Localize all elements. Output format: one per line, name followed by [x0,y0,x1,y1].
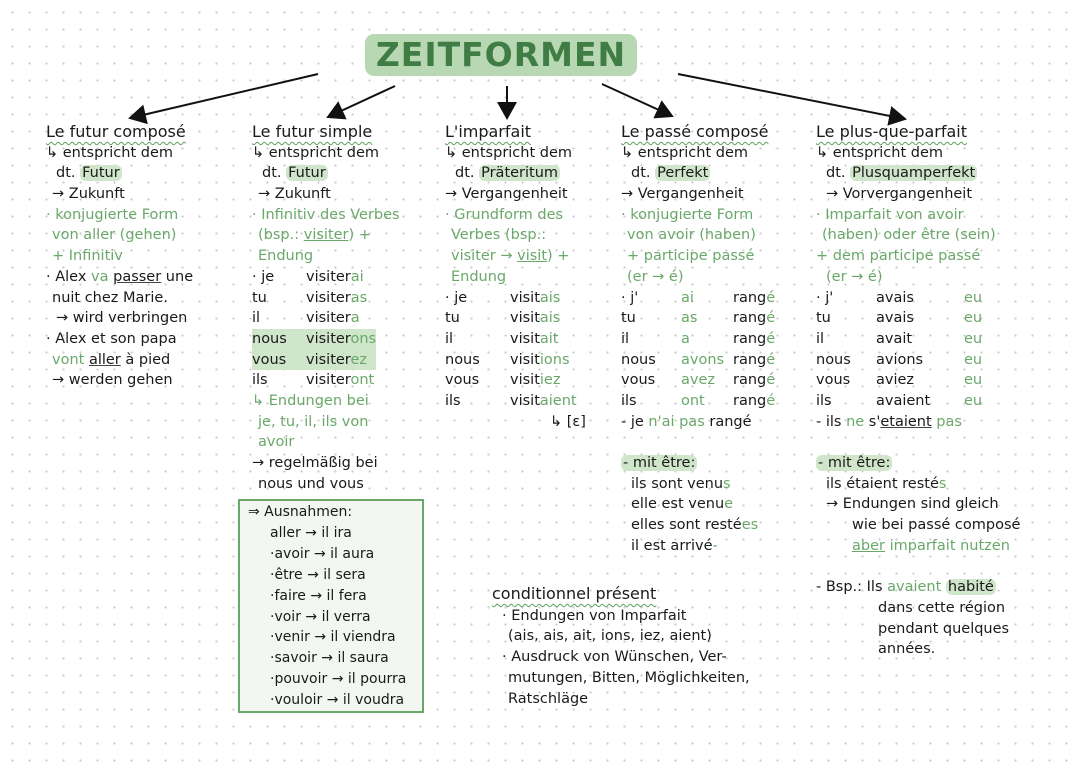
text-fragment: elle est venu [631,496,725,513]
text-line: (haben) oder être (sein) [822,227,996,244]
table-row [816,391,982,412]
arrow-to-futur-simple [328,86,395,117]
text-fragment: vont [52,351,85,368]
pronoun: il [816,330,825,347]
text-fragment: visiter → [451,248,518,265]
text-line: ↳ entspricht dem [46,144,174,161]
conjugation-table-futur-simple [252,267,376,391]
table-row [252,350,376,371]
highlight-term: Futur [288,165,326,182]
ending: ais [539,310,561,327]
heading-plus-que-parfait: Le plus-que-parfait [816,122,968,141]
stem: visit [510,330,540,347]
text-line: ↳ entspricht dem [445,144,573,161]
arrow-to-plus-que-parfait [678,74,905,119]
pronoun: · je [252,268,275,285]
pronoun: ils [252,372,268,389]
text-fragment: visit [517,248,548,265]
ending: a [350,310,360,327]
text-fragment: · Alex [46,268,92,285]
text-fragment: (bsp.: [258,227,304,244]
ending: eu [964,351,983,368]
exceptions-title: ⇒ Ausnahmen: [248,504,353,520]
column-passe-compose [621,122,775,557]
heading-futur-simple: Le futur simple [252,122,373,141]
text-fragment: il est arrivé [631,537,713,554]
table-row [621,329,775,350]
text-line: (ais, ais, ait, ions, iez, aient) [508,628,712,645]
pronoun: ils [621,393,637,410]
text-line: ↳ entspricht dem [252,144,380,161]
text-line: nous und vous [258,475,364,492]
list-item: ·être → il sera [270,566,366,583]
text-line: pendant quelques [878,620,1010,637]
text-fragment: ils sont venu [631,475,724,492]
highlight-term: Präteritum [481,165,559,182]
ending: s [723,475,731,492]
highlight-term: Perfekt [657,165,709,182]
section-conditionnel-present [492,584,750,709]
text-line: wie bei passé composé [852,517,1021,534]
text-fragment: ne [846,413,865,430]
text-line: · Grundform des [445,206,564,223]
auxiliary: avais [876,289,914,306]
ending: é [766,393,776,410]
pronoun: tu [816,310,831,327]
text-fragment: - je [621,413,649,430]
pronoun: tu [621,310,636,327]
text-fragment: va [91,268,109,285]
text-line: → werden gehen [52,372,173,389]
ending: ez [350,351,367,368]
table-row [252,370,376,391]
pronoun: tu [445,310,460,327]
text-line: · konjugierte Form [46,206,179,223]
pronoun: il [445,330,454,347]
ending: ont [350,372,375,389]
pronoun: il [252,310,261,327]
text-line: mutungen, Bitten, Möglichkeiten, [508,669,750,686]
text-line: · Imparfait von avoir [816,206,964,223]
text-line: von aller (gehen) [52,227,177,244]
text-line: Endung [451,268,507,285]
text-line: · Alex et son papa [46,330,177,347]
text-line: + Infinitiv [52,248,123,265]
text-line: ↳ entspricht dem [621,144,749,161]
stem: rang [733,393,767,410]
table-row [445,391,586,412]
highlight-term: - mit être: [623,455,696,472]
text-line: nuit chez Marie. [52,289,168,306]
pronoun: ils [445,393,461,410]
pronoun: nous [816,351,851,368]
pronoun: nous [445,351,480,368]
pronoun: il [621,330,630,347]
text-fragment: aber [852,537,885,554]
text-fragment: passer [113,268,162,285]
text-line: → Vergangenheit [621,186,744,203]
text-fragment: imparfait nutzen [884,537,1010,554]
stem: rang [733,310,767,327]
text-fragment: - ils [816,413,847,430]
table-row [252,308,376,329]
text-line: dans cette région [878,599,1006,616]
column-imparfait [445,122,586,432]
stem: visit [510,351,540,368]
text-line: · Infinitiv des Verbes [252,206,400,223]
table-row [445,350,586,371]
table-row [445,370,586,391]
ending: é [766,310,776,327]
stem: visiter [306,310,351,327]
ending: eu [964,372,983,389]
ending: ions [539,351,570,368]
table-row [816,370,982,391]
auxiliary: avaient [876,393,931,410]
text-line: + dem participe passé [816,248,981,265]
text-line: → Vergangenheit [445,186,568,203]
conjugation-table-imparfait [445,288,586,433]
text-fragment: ils étaient resté [826,475,939,492]
heading-imparfait: L'imparfait [445,122,532,141]
auxiliary: avait [876,330,913,347]
stem: visiter [306,289,351,306]
text-fragment: visiter [303,227,349,244]
pronoun: vous [816,372,851,389]
stem: rang [733,330,767,347]
stem: visiter [306,330,351,347]
text-fragment: rangé [704,413,752,430]
table-row [445,329,586,350]
auxiliary: ont [681,393,705,410]
column-futur-simple [252,122,400,494]
table-row [252,288,376,309]
list-item: ·vouloir → il voudra [270,692,405,709]
stem: rang [733,372,767,389]
stem: rang [733,351,767,368]
stem: visit [510,310,540,327]
pronoun: nous [252,330,287,347]
text-fragment: dt. [262,165,287,182]
highlight-term: habité [947,579,994,596]
text-line: Ratschläge [508,690,589,707]
text-fragment: pas [931,413,962,430]
text-line: je, tu, il, ils von [258,413,369,430]
page-title: ZEITFORMEN [365,34,637,76]
list-item: ·venir → il viendra [270,629,396,646]
highlight-term: - mit être: [818,455,891,472]
stem: visiter [306,372,351,389]
table-row [445,412,586,433]
text-line: → Endungen sind gleich [826,496,999,513]
text-line: ↳ Endungen bei [252,393,369,410]
ending: aient [539,393,577,410]
text-line: → wird verbringen [56,310,188,327]
text-fragment: s' [864,413,881,430]
text-line: → Zukunft [52,186,125,203]
text-fragment: avaient [887,579,942,596]
text-line: avoir [258,434,295,451]
text-line: → regelmäßig bei [252,455,378,472]
column-plus-que-parfait [816,122,1020,660]
list-item: ·faire → il fera [270,587,367,604]
auxiliary: aviez [876,372,915,389]
pronoun: vous [445,372,480,389]
text-fragment: dt. [455,165,480,182]
text-fragment: dt. [631,165,656,182]
text-line: · Endungen von Imparfait [502,607,687,624]
auxiliary: avions [876,351,924,368]
ending: é [766,289,776,306]
ending: ons [350,330,377,347]
exceptions-box [238,499,424,713]
text-fragment: - Bsp.: [816,579,867,596]
text-fragment: dt. [826,165,851,182]
text-fragment: aller [88,351,121,368]
auxiliary: a [681,330,690,347]
sound-note: ↳ [ɛ] [550,413,586,430]
table-row [621,370,775,391]
text-fragment: Ils [866,579,888,596]
text-fragment: dt. [56,165,81,182]
text-line: → Zukunft [258,186,331,203]
list-item: ·savoir → il saura [270,650,389,667]
stem: visiter [306,268,351,285]
ending: ais [539,289,561,306]
pronoun: vous [621,372,656,389]
pronoun: ils [816,393,832,410]
ending: eu [964,393,983,410]
ending: eu [964,289,983,306]
text-line: · konjugierte Form [621,206,754,223]
pronoun: · j' [621,289,639,306]
table-row [445,288,586,309]
ending: eu [964,330,983,347]
list-item: ·pouvoir → il pourra [270,671,407,688]
column-futur-compose [46,122,193,391]
ending: e [724,496,734,513]
pronoun: · je [445,289,468,306]
stem: rang [733,289,767,306]
ending: iez [539,372,561,389]
text-fragment: elles sont resté [631,517,742,534]
pronoun: tu [252,289,267,306]
conjugation-table-passe-compose [621,288,775,412]
auxiliary: ai [681,289,694,306]
ending: s [938,475,947,492]
text-line: · Ausdruck von Wünschen, Ver- [502,649,727,666]
heading-conditionnel: conditionnel présent [492,584,657,603]
ending: - [712,537,718,554]
ending: é [766,372,776,389]
list-item: ·voir → il verra [270,608,371,625]
table-row [816,329,982,350]
ending: é [766,330,776,347]
text-line: années. [878,641,936,658]
pronoun: nous [621,351,656,368]
stem: visit [510,372,540,389]
stem: visit [510,289,540,306]
text-fragment: ) + [547,248,570,265]
arrow-to-passe-compose [602,84,672,116]
auxiliary: as [681,310,698,327]
table-row [816,350,982,371]
text-line: (er → é) [627,268,684,285]
list-item: ·avoir → il aura [270,545,375,562]
ending: eu [964,310,983,327]
text-fragment: etaient [880,413,932,430]
ending: es [741,517,759,534]
pronoun: · j' [816,289,834,306]
text-line: + participe passé [627,248,755,265]
auxiliary: avez [681,372,715,389]
ending: ai [350,268,364,285]
text-fragment: n'ai pas [648,413,705,430]
table-row [621,391,775,412]
text-line: (er → é) [826,268,883,285]
text-line: von avoir (haben) [627,227,756,244]
auxiliary: avons [681,351,725,368]
text-line: Verbes (bsp.: [451,227,547,244]
pronoun: vous [252,351,287,368]
text-line: Endung [258,248,314,265]
heading-passe-compose: Le passé composé [621,122,769,141]
stem: visit [510,393,540,410]
ending: é [766,351,776,368]
table-row [445,308,586,329]
text-line: → Vorvergangenheit [826,186,973,203]
table-row [816,288,982,309]
heading-futur-compose: Le futur composé [46,122,186,141]
list-item: aller → il ira [270,524,352,541]
table-row [621,288,775,309]
table-row [621,350,775,371]
table-row [252,329,376,350]
ending: as [350,289,368,306]
ending: ait [539,330,559,347]
text-fragment: une [161,268,194,285]
conjugation-table-plus-que-parfait [816,288,982,412]
table-row [252,267,376,288]
text-fragment: à pied [120,351,171,368]
stem: visiter [306,351,351,368]
auxiliary: avais [876,310,914,327]
arrow-to-futur-compose [130,74,318,118]
highlight-term: Plusquamperfekt [852,165,976,182]
table-row [816,308,982,329]
text-line: ↳ entspricht dem [816,144,944,161]
text-fragment: ) + [348,227,371,244]
highlight-term: Futur [82,165,120,182]
table-row [621,308,775,329]
